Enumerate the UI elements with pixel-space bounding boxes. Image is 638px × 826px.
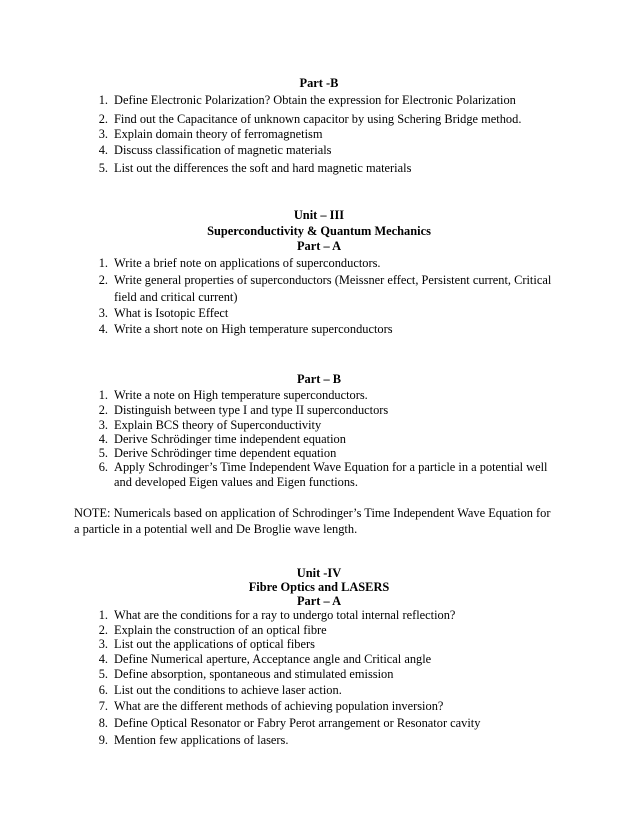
item-number: 6. — [98, 460, 108, 474]
question-text: List out the conditions to achieve laser action. — [114, 683, 342, 697]
question-text: What are the different methods of achieving population inversion? — [114, 699, 444, 713]
unit3-title: Unit – III — [293, 208, 345, 222]
question-text: Derive Schrödinger time dependent equation — [114, 446, 337, 460]
question-text: Write general properties of superconductors (Meissner effect, Persistent current, Critical — [114, 273, 552, 287]
item-number: 6. — [98, 683, 108, 697]
question-text: Discuss classification of magnetic materials — [114, 143, 332, 157]
unit3-part-a-heading: Part – A — [296, 239, 342, 253]
question-text: Explain BCS theory of Superconductivity — [114, 418, 322, 432]
item-number: 2. — [98, 273, 108, 287]
unit4-title: Unit -IV — [296, 566, 342, 580]
note-line: NOTE: Numericals based on application of Schrodinger’s Time Independent Wave Equation for — [74, 506, 551, 520]
item-number: 1. — [98, 256, 108, 270]
question-text: Define Optical Resonator or Fabry Perot arrangement or Resonator cavity — [114, 716, 481, 730]
item-number: 4. — [98, 652, 108, 666]
question-text: and developed Eigen values and Eigen functions. — [114, 475, 358, 489]
unit4-part-a-heading: Part – A — [296, 594, 342, 608]
item-number: 8. — [98, 716, 108, 730]
item-number: 5. — [98, 161, 108, 175]
question-text: Write a short note on High temperature superconductors — [114, 322, 393, 336]
question-text: Define Electronic Polarization? Obtain the expression for Electronic Polarization — [114, 93, 516, 107]
item-number: 1. — [98, 608, 108, 622]
question-text: Derive Schrödinger time independent equation — [114, 432, 346, 446]
question-text: Write a note on High temperature superconductors. — [114, 388, 368, 402]
question-text: What is Isotopic Effect — [114, 306, 229, 320]
item-number: 7. — [98, 699, 108, 713]
question-text: Distinguish between type I and type II superconductors — [114, 403, 389, 417]
item-number: 5. — [98, 667, 108, 681]
question-text: Explain domain theory of ferromagnetism — [114, 127, 323, 141]
question-text: Write a brief note on applications of superconductors. — [114, 256, 381, 270]
item-number: 1. — [98, 93, 108, 107]
item-number: 3. — [98, 637, 108, 651]
item-number: 3. — [98, 418, 108, 432]
unit3-subject: Superconductivity & Quantum Mechanics — [207, 224, 431, 238]
item-number: 4. — [98, 322, 108, 336]
item-number: 3. — [98, 306, 108, 320]
question-text: Define Numerical aperture, Acceptance angle and Critical angle — [114, 652, 432, 666]
item-number: 9. — [98, 733, 108, 747]
item-number: 4. — [98, 432, 108, 446]
unit3-part-b-heading: Part – B — [296, 372, 342, 386]
item-number: 3. — [98, 127, 108, 141]
question-text: Mention few applications of lasers. — [114, 733, 289, 747]
question-text: Apply Schrodinger’s Time Independent Wave Equation for a particle in a potential well — [114, 460, 548, 474]
question-text: Explain the construction of an optical fibre — [114, 623, 327, 637]
note-line: a particle in a potential well and De Broglie wave length. — [74, 522, 358, 536]
question-text: List out the applications of optical fibers — [114, 637, 315, 651]
item-number: 4. — [98, 143, 108, 157]
item-number: 2. — [98, 623, 108, 637]
question-text: List out the differences the soft and hard magnetic materials — [114, 161, 412, 175]
question-text: Find out the Capacitance of unknown capacitor by using Schering Bridge method. — [114, 112, 522, 126]
question-text: What are the conditions for a ray to undergo total internal reflection? — [114, 608, 456, 622]
question-text: Define absorption, spontaneous and stimulated emission — [114, 667, 394, 681]
item-number: 2. — [98, 403, 108, 417]
item-number: 1. — [98, 388, 108, 402]
unit2-part-b-heading: Part -B — [299, 76, 339, 90]
item-number: 5. — [98, 446, 108, 460]
question-text: field and critical current) — [114, 290, 238, 304]
item-number: 2. — [98, 112, 108, 126]
unit4-subject: Fibre Optics and LASERS — [248, 580, 390, 594]
